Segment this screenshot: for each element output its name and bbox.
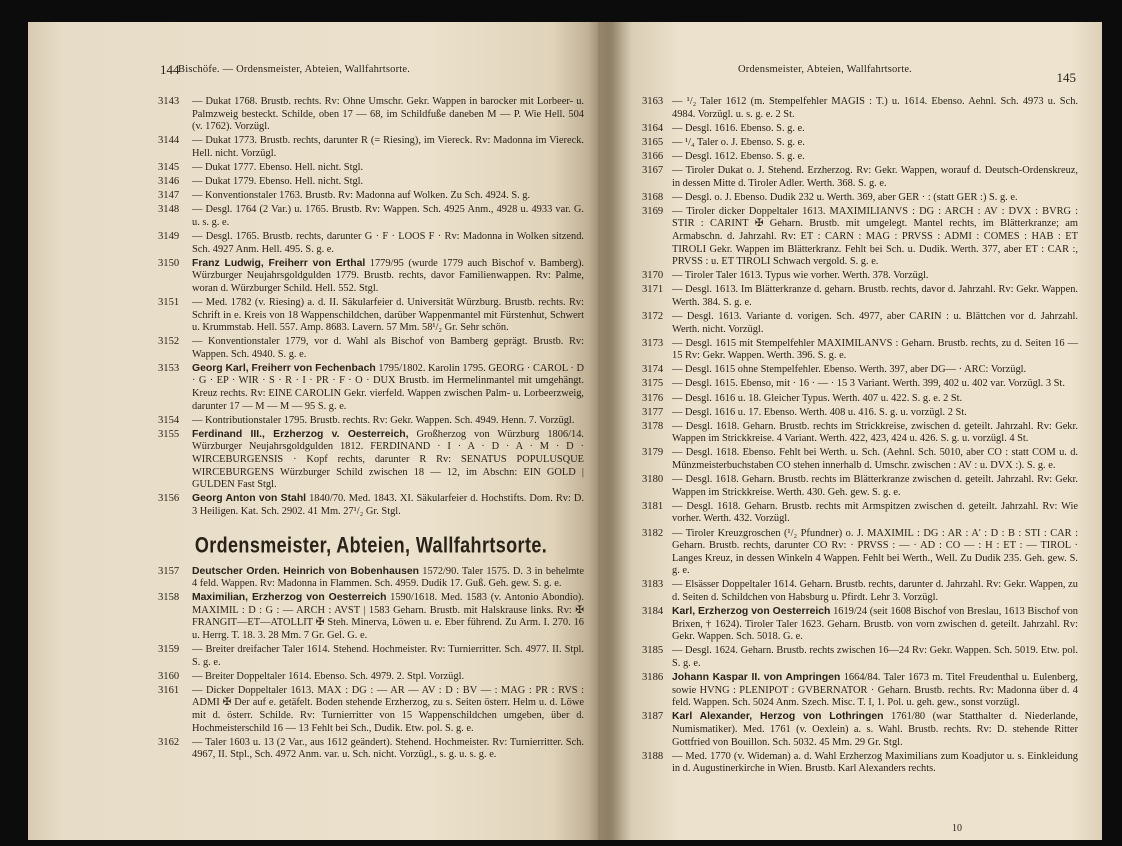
entry-text [672,151,1078,164]
entry-description: — Med. 1770 (v. Wideman) a. d. Wahl Erzherzog Maximilians zum Koadjutor u. s. Einkleidung in d. Augustinerkirche in Wien. Brustb. Karl Alexanders rechts. [672,750,1078,775]
entry-description: — Breiter dreifacher Taler 1614. Stehend. Hochmeister. Rv: Turnierritter. Sch. 4977. II. Stpl. S. g. e. [192,644,584,668]
right-page [598,22,1102,840]
book-spread [28,22,1102,840]
entry-text [672,137,1078,150]
entry-number: 3165 [642,136,664,148]
catalog-entry [642,672,1078,710]
entry-number: 3181 [642,500,664,512]
entry-text [672,501,1078,526]
catalog-entry [158,135,584,160]
entry-number: 3147 [158,190,180,202]
entry-text [672,378,1078,391]
running-head-left: Bischöfe. — Ordensmeister, Abteien, Wallfahrtsorte. [178,64,411,75]
entry-text [672,645,1078,670]
entry-text [672,364,1078,377]
entry-number: 3162 [158,736,180,748]
entry-number: 3184 [642,606,664,618]
entry-text [672,165,1078,190]
entry-text [672,311,1078,336]
entry-number: 3146 [158,176,180,188]
catalog-entry [642,645,1078,670]
page-number-right: 145 [1056,70,1076,85]
entry-number: 3185 [642,645,664,657]
catalog-entry [158,493,584,518]
entry-description: — Tiroler Dukat o. J. Stehend. Erzherzog. Rv: Gekr. Wappen, worauf d. Deutsch-Ordenskreuz, in dessen Mitte d. Tiroler Adler. Werth. 368. S. g. e. [672,164,1078,189]
catalog-entry [642,474,1078,499]
entry-text [672,672,1078,710]
entry-ruler-name: Franz Ludwig, Freiherr von Erthal [192,257,366,269]
entry-number: 3183 [642,579,664,591]
catalog-entry [158,336,584,361]
catalog-entry [158,96,584,134]
catalog-entry [642,501,1078,526]
entry-number: 3187 [642,711,664,723]
entry-description: — Desgl. 1615. Ebenso, mit · 16 · — · 15 3 Variant. Werth. 399, 402 u. 402 var. Vorzügl. 3 St. [672,378,1065,390]
entry-description: — Breiter Doppeltaler 1614. Ebenso. Sch. 4979. 2. Stpl. Vorzügl. [192,670,465,682]
entry-text [192,363,584,413]
entry-description: — Desgl. 1618. Ebenso. Fehlt bei Werth. u. Sch. (Aehnl. Sch. 5010, aber CO : statt COM u. d. Münzmeisterbuchstaben CO stehen innerhalb d. Umschr. zwischen : AV : u. DVX :). S. g. e. [672,447,1078,472]
entry-text [192,162,584,175]
entry-number: 3180 [642,474,664,486]
section-title: Ordensmeister, Abteien, Wallfahrtsorte. [194,531,548,557]
entry-text [192,336,584,361]
entry-description: — Dukat 1768. Brustb. rechts. Rv: Ohne Umschr. Gekr. Wappen in barocker mit Lorbeer- u. Palmzweig besteckt. Schilde, oben 17 — 68, im Schildfuße daneben M — P. Wie Hell. 504 (v. 1762). Vorzügl. [192,96,584,133]
entry-number: 3159 [158,644,180,656]
entry-number: 3174 [642,364,664,376]
entry-text [672,192,1078,205]
entry-number: 3156 [158,493,180,505]
entry-text [192,592,584,642]
entry-description: — Desgl. 1613. Im Blätterkranze d. geharn. Brustb. rechts, davor d. Jahrzahl. Rv: Gekr. Wappen. Werth. 384. S. g. e. [672,284,1078,308]
entry-description: — Desgl. 1613. Variante d. vorigen. Sch. 4977, aber CARIN : u. Blättchen vor d. Jahrzahl. Werth. nicht. Vorzügl. [672,311,1078,335]
entry-description: — Dicker Doppeltaler 1613. MAX : DG : — AR — AV : D : BV — : MAG : PR : RVS : ADMI ✠ Der auf e. getäfelt. Boden stehende Erzherzog, zu s. Seiten österr. Helm u. d. Löwe mit d. österr. Schilde. Rv: Turnierritter von 15 Wappenschildchen umgeben, über d. Hochmeisterschild 16 — 13 Fehlt bei Sch., Dudik. Etw. pol. S. g. e. [192,684,584,734]
entry-text [672,528,1078,578]
entry-description: — Tiroler Taler 1613. Typus wie vorher. Werth. 378. Vorzügl. [672,270,929,282]
entry-description: 1619/24 (seit 1608 Bischof von Breslau, 1613 Bischof von Brixen, † 1624). Tiroler Taler 1623. Geharn. Brustb. von vorn zwischen d. geteilt. Jahrzahl. Rv: Gekr. Wappen. Sch. 5018. G. e. [672,606,1078,643]
entry-text [672,474,1078,499]
entry-number: 3175 [642,378,664,390]
entry-description: — Taler 1603 u. 13 (2 Var., aus 1612 geändert). Stehend. Hochmeister. Rv: Turnierritter. Sch. 4967, II. Stpl., Sch. 4972 Anm. var. u. Sch. nicht. Vorzügl., s. g. u. s. g. e. [192,736,584,761]
entry-ruler-name: Maximilian, Erzherzog von Oesterreich [192,592,387,604]
entry-text [672,206,1078,269]
catalog-entry [642,407,1078,420]
entry-description: — Desgl. 1764 (2 Var.) u. 1765. Brustb. Rv: Wappen. Sch. 4925 Anm., 4928 u. 4933 var. G. u. s. g. e. [192,204,584,228]
entry-number: 3188 [642,750,664,762]
entry-ruler-name: Ferdinand III., Erzherzog v. Oesterreich, [192,428,409,440]
entry-number: 3178 [642,420,664,432]
entry-text [672,393,1078,406]
entry-text [192,258,584,296]
catalog-entry [642,751,1078,776]
catalog-entry [642,165,1078,190]
entry-text [672,579,1078,604]
catalog-entry [158,190,584,203]
entry-number: 3169 [642,205,664,217]
entry-number: 3173 [642,337,664,349]
entry-description: Großherzog von Würzburg 1806/14. Würzburger Neujahrsgoldgulden 1812. FERDINAND · I · A · D · A · M · D · WIRCEBURGENSIS · Kopf rechts, darunter R Rv: SENATUS POPULUSQUE WIRCEBURGENS Würzburger Schild zwischen 18 — 12, im Abschn: EIN GOLD | GULDEN Fast Stgl. [192,428,584,491]
entry-text [192,204,584,229]
entry-description: — Desgl. 1624. Geharn. Brustb. rechts zwischen 16—24 Rv: Gekr. Wappen. Sch. 5019. Etw. pol. S. g. e. [672,645,1078,669]
entry-description: — Dukat 1777. Ebenso. Hell. nicht. Stgl. [192,161,364,173]
entry-text [192,176,584,189]
entry-text [672,606,1078,644]
catalog-entry [642,364,1078,377]
entry-number: 3158 [158,592,180,604]
catalog-entry [642,151,1078,164]
entry-number: 3160 [158,670,180,682]
entry-description: — Kontributionstaler 1795. Brustb. rechts. Rv: Gekr. Wappen. Sch. 4949. Henn. 7. Vorzügl. [192,414,575,426]
catalog-entry [642,393,1078,406]
entry-number: 3145 [158,161,180,173]
catalog-entry [642,338,1078,363]
entry-number: 3154 [158,414,180,426]
entry-number: 3186 [642,672,664,684]
entry-number: 3172 [642,311,664,322]
entry-description: — ¹/₄ Taler o. J. Ebenso. S. g. e. [672,136,805,148]
catalog-entry [158,592,584,642]
catalog-entry [642,192,1078,205]
catalog-entry [158,644,584,669]
catalog-entry [158,176,584,189]
entry-number: 3151 [158,296,180,308]
entry-text [192,190,584,203]
signature-mark: 10 [952,823,962,834]
catalog-entry [158,671,584,684]
entry-number: 3150 [158,257,180,269]
entry-ruler-name: Karl Alexander, Herzog von Lothringen [672,711,884,723]
catalog-entry [158,231,584,256]
entry-description: 1779/95 (wurde 1779 auch Bischof v. Bamberg). Würzburger Neujahrsgoldgulden 1779. Brustb. rechts, davor Familienwappen. Rv: Palme, woran d. Würzburger Schild. Hell. 552. Stgl. [192,257,584,294]
catalog-entry [642,606,1078,644]
catalog-entry [158,258,584,296]
entry-text [672,751,1078,776]
entry-number: 3176 [642,392,664,404]
catalog-entry [642,528,1078,578]
entry-number: 3168 [642,191,664,203]
entry-description: — Desgl. 1615 ohne Stempelfehler. Ebenso. Werth. 397, aber DG— · ARC: Vorzügl. [672,364,1027,376]
entry-text [192,135,584,160]
entry-number: 3143 [158,96,180,107]
entry-text [192,737,584,762]
catalog-entry [158,415,584,428]
entry-text [192,566,584,591]
entry-number: 3157 [158,565,180,577]
catalog-entry [642,447,1078,472]
catalog-entry [158,566,584,591]
entry-description: — Med. 1782 (v. Riesing) a. d. II. Säkularfeier d. Universität Würzburg. Brustb. rechts. Rv: Schrift in e. Kreis von 18 Wappenschildchen, darüber Wappenmantel mit Fürstenhut, Schwert u. Krummstab. Hell. 557. Amp. 8683. Lavern. 57 Mm. 58¹/₂ Gr. Sehr schön. [192,296,584,334]
entry-number: 3171 [642,284,664,296]
entry-text [672,407,1078,420]
entry-description: — Desgl. 1765. Brustb. rechts, darunter G · F · LOOS F · Rv: Madonna in Wolken sitzend. Sch. 4927 Anm. Hell. 495. S. g. e. [192,230,584,255]
entry-description: — Tiroler dicker Doppeltaler 1613. MAXIMILIANVS : DG : ARCH : AV : DVX : BVRG : STIR : CARINT ✠ Geharn. Brustb. mit umgelegt. Mantel rechts, im Blätterkranze; am Armabschn. d. Jahrzahl. Rv: ET : CARN : MAG : PRVSS : ADMI : COMES : HAB : ET TIROLI Gekr. Wappen im Blätterkranz. Fehlt bei Sch. u. Dudik. Werth. 377, aber ET : CAR :, PRVSS : u. ET TIROLI Schwach vergold. S. g. e. [672,205,1078,268]
entry-description: 1572/90. Taler 1575. D. 3 in behelmte 4 feld. Wappen. Rv: Madonna in Flammen. Sch. 4959. Dudik 17. Guß. Geh. gew. S. g. e. [192,565,584,590]
entry-text [192,493,584,518]
entry-description: — Desgl. 1615 mit Stempelfehler MAXIMILANVS : Geharn. Brustb. rechts, zu d. Seiten 16 — 15 Rv: Gekr. Wappen. Werth. 396. S. g. e. [672,337,1078,362]
entry-description: — Desgl. 1616 u. 18. Gleicher Typus. Werth. 407 u. 422. S. g. e. 2 St. [672,392,963,404]
catalog-entry [158,363,584,413]
entry-text [672,123,1078,136]
entry-description: — Dukat 1779. Ebenso. Hell. nicht. Stgl. [192,176,364,188]
entry-number: 3149 [158,230,180,242]
entry-ruler-name: Georg Anton von Stahl [192,493,307,505]
entry-text [192,685,584,735]
entry-ruler-name: Deutscher Orden. Heinrich von Bobenhausen [192,565,420,577]
entry-text [192,429,584,492]
running-head-right: Ordensmeister, Abteien, Wallfahrtsorte. [738,64,913,75]
catalog-entry [642,421,1078,446]
catalog-entry [642,137,1078,150]
entry-text [672,96,1078,121]
entry-description: — Desgl. 1618. Geharn. Brustb. rechts mit Armspitzen zwischen d. geteilt. Jahrzahl. Rv: Wie vorher. Werth. 432. Vorzügl. [672,500,1078,525]
entry-number: 3148 [158,204,180,216]
entry-text [672,338,1078,363]
entry-description: — ¹/₂ Taler 1612 (m. Stempelfehler MAGIS : T.) u. 1614. Ebenso. Aehnl. Sch. 4973 u. Sch. 4984. Vorzügl. u. s. g. e. 2 St. [672,96,1078,120]
catalog-entry [158,429,584,492]
entry-description: 1590/1618. Med. 1583 (v. Antonio Abondio). MAXIMIL : D : G : — ARCH : AVST | 1583 Geharn. Brustb. mit Halskrause links. Rv: ✠ FRANGIT—ET—ATOLLIT ✠ Steh. Minerva, Löwen u. e. Eber führend. Zu Arm. I. 270. 16 u. Herrg. T. 18. 3. 28 Mm. 7 Gr. Gel. G. e. [192,592,584,641]
entry-description: — Tiroler Kreuzgroschen (¹/₂ Pfundner) o. J. MAXIMIL : DG : AR : A' : D : B : STI : CAR : Geharn. Brustb. rechts, darunter CO Rv: · PRVSS : — · AD : CO — : H : ET : — TIROL · Langes Kreuz, in dessen Winkeln 4 Wappen. Fehlt bei Werth., Well. Zu Dudik 235. Geh. gew. S. g. e. [672,527,1078,577]
entry-number: 3164 [642,122,664,134]
entry-description: — Konventionstaler 1779, vor d. Wahl als Bischof von Bamberg geprägt. Brustb. Rv: Wappen. Sch. 4940. S. g. e. [192,336,584,360]
entry-number: 3170 [642,270,664,282]
entry-number: 3166 [642,150,664,162]
entry-list-left [158,96,584,519]
entry-number: 3152 [158,336,180,348]
catalog-entry [158,685,584,735]
entry-description: 1840/70. Med. 1843. XI. Säkularfeier d. Hochstifts. Dom. Rv: D. 3 Heiligen. Kat. Sch. 2902. 41 Mm. 27¹/₂ Gr. Stgl. [192,493,584,517]
entry-text [672,447,1078,472]
catalog-entry [642,206,1078,269]
entry-text [192,297,584,335]
entry-description: 1795/1802. Karolin 1795. GEORG · CAROL · D · G · EP · WIR · S · R · I · PR · F · O · DUX Brustb. im Hermelinmantel mit umgehängt. Kreuz rechts. Rv: EINE CAROLIN Gekr. vierfeld. Wappen zwischen Palm- u. Lorbeerzweig, darunter 17 — M — M — 95 S. g. e. [192,362,584,412]
entry-description: — Elsässer Doppeltaler 1614. Geharn. Brustb. rechts, darunter d. Jahrzahl. Rv: Gekr. Wappen, zu d. Seiten d. Schildchen von Habsburg u. Pfirdt. Lehr 3. Vorzügl. [672,579,1078,603]
catalog-entry [642,270,1078,283]
entry-description: — Desgl. 1618. Geharn. Brustb. rechts im Strickkreise, zwischen d. geteilt. Jahrzahl. Rv: Gekr. Wappen im Strickkreise. 4 Variant. Werth. 422, 423, 424 u. 426. S. g. u. vorzügl. 4 St. [672,420,1078,445]
entry-text [192,415,584,428]
entry-ruler-name: Georg Karl, Freiherr von Fechenbach [192,362,376,374]
entry-number: 3161 [158,684,180,696]
catalog-entry [642,378,1078,391]
entry-text [672,284,1078,309]
catalog-entry [158,297,584,335]
entry-description: — Desgl. o. J. Ebenso. Dudik 232 u. Werth. 369, aber GER · : (statt GER :) S. g. e. [672,191,1018,203]
catalog-entry [158,737,584,762]
entry-description: — Desgl. 1612. Ebenso. S. g. e. [672,150,805,162]
page-number-left: 144 [160,62,180,77]
entry-number: 3153 [158,362,180,374]
catalog-entry [642,96,1078,121]
entry-list-right [642,96,1078,776]
catalog-entry [158,204,584,229]
left-page [28,22,598,840]
entry-number: 3182 [642,527,664,539]
catalog-entry [642,711,1078,749]
entry-number: 3144 [158,135,180,147]
catalog-entry [158,162,584,175]
entry-number: 3179 [642,447,664,459]
catalog-entry [642,579,1078,604]
entry-text [192,96,584,134]
entry-ruler-name: Johann Kaspar II. von Ampringen [672,672,841,684]
entry-description: 1664/84. Taler 1673 m. Titel Freudenthal u. Eulenberg, sowie HVNG : PLENIPOT : GVBERNATOR · Geharn. Brustb. rechts. Rv: Madonna über d. 4 feld. Wappen. Sch. 5024 Anm. Szech. Misc. T. I, 1. Pol. u. geh. gew., sonst vorzügl. [672,672,1078,709]
entry-description: — Desgl. 1618. Geharn. Brustb. rechts im Blätterkranze zwischen d. geteilt. Jahrzahl. Rv: Gekr. Wappen im Strickkreise. Werth. 430. Geh. gew. S. g. e. [672,474,1078,498]
entry-description: — Desgl. 1616 u. 17. Ebenso. Werth. 408 u. 416. S. g. u. vorzügl. 2 St. [672,406,967,418]
entry-list-left-section [158,566,584,762]
entry-text [672,270,1078,283]
entry-text [192,231,584,256]
catalog-entry [642,284,1078,309]
entry-number: 3177 [642,406,664,418]
entry-description: 1761/80 (war Statthalter d. Niederlande, Numismatiker). Med. 1761 (v. Oexlein) a. s. Wahl. Brustb. rechts. Rv: D. stehende Ritter Gottfried von Bouillon. Sch. 5032. 45 Mm. 29 Gr. Stgl. [672,711,1079,748]
entry-text [672,421,1078,446]
entry-text [192,644,584,669]
entry-ruler-name: Karl, Erzherzog von Oesterreich [672,606,831,618]
entry-number: 3155 [158,428,180,440]
entry-number: 3163 [642,96,664,107]
entry-description: — Konventionstaler 1763. Brustb. Rv: Madonna auf Wolken. Zu Sch. 4924. S. g. [192,190,531,202]
entry-text [192,671,584,684]
entry-number: 3167 [642,164,664,176]
entry-description: — Desgl. 1616. Ebenso. S. g. e. [672,122,805,134]
catalog-entry [642,311,1078,336]
entry-description: — Dukat 1773. Brustb. rechts, darunter R (= Riesing), im Viereck. Rv: Madonna im Viereck. Hell. nicht. Vorzügl. [192,135,584,159]
catalog-entry [642,123,1078,136]
entry-text [672,711,1078,749]
